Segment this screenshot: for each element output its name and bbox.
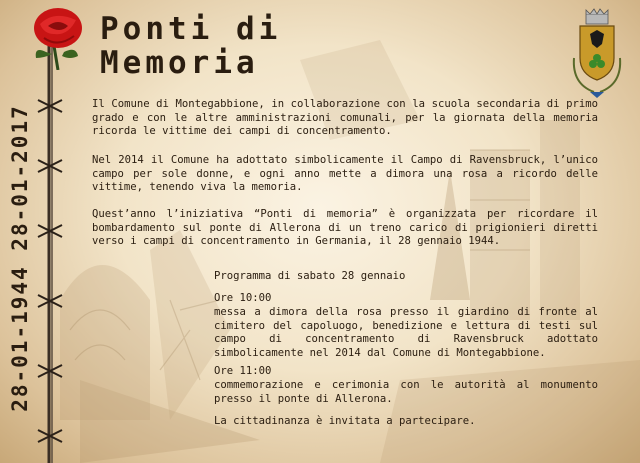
poster-title: [100, 12, 281, 80]
intro-paragraph-2: Nel 2014 il Comune ha adottato simbolicamente il Campo di Ravensbruck, l’unico campo per sole donne, e ogni anno mette a dimora una rosa a ricordo delle vittime, tenendo viva la memoria.: [92, 154, 598, 193]
vertical-dates: 28-01-1944 28-01-2017: [8, 104, 32, 412]
closing-invitation: La cittadinanza è invitata a partecipare.: [214, 415, 476, 427]
event-time-2: Ore 11:00: [214, 365, 272, 377]
event-description-1: messa a dimora della rosa presso il giardino di fronte al cimitero del capoluogo, benedizione e lettura di testi sul campo di concentramento di Ravensbruck adottato simbolicamente nel 2014 dal Comune di Montegabbione.: [214, 306, 598, 359]
municipal-crest-icon: [566, 8, 628, 100]
intro-paragraph-3: Quest’anno l’iniziativa “Ponti di memoria” è organizzata per ricordare il bombardamento sul ponte di Allerona di un treno carico di prigionieri diretti verso i campi di concentramento in Germania, il 28 gennaio 1944.: [92, 208, 598, 247]
barbed-wire-icon: [28, 40, 80, 463]
title-line-2: Memoria: [100, 45, 259, 81]
title-line-1: Ponti di: [100, 11, 282, 47]
program-heading: Programma di sabato 28 gennaio: [214, 270, 406, 282]
event-time-1: Ore 10:00: [214, 292, 272, 304]
event-description-2: commemorazione e cerimonia con le autorità al monumento presso il ponte di Allerona.: [214, 379, 598, 405]
red-rose-icon: [24, 6, 90, 70]
intro-paragraph-1: Il Comune di Montegabbione, in collaborazione con la scuola secondaria di primo grado e con le altre amministrazioni comunali, per la giornata della memoria ricorda le vittime dei campi di concentramento.: [92, 98, 598, 137]
